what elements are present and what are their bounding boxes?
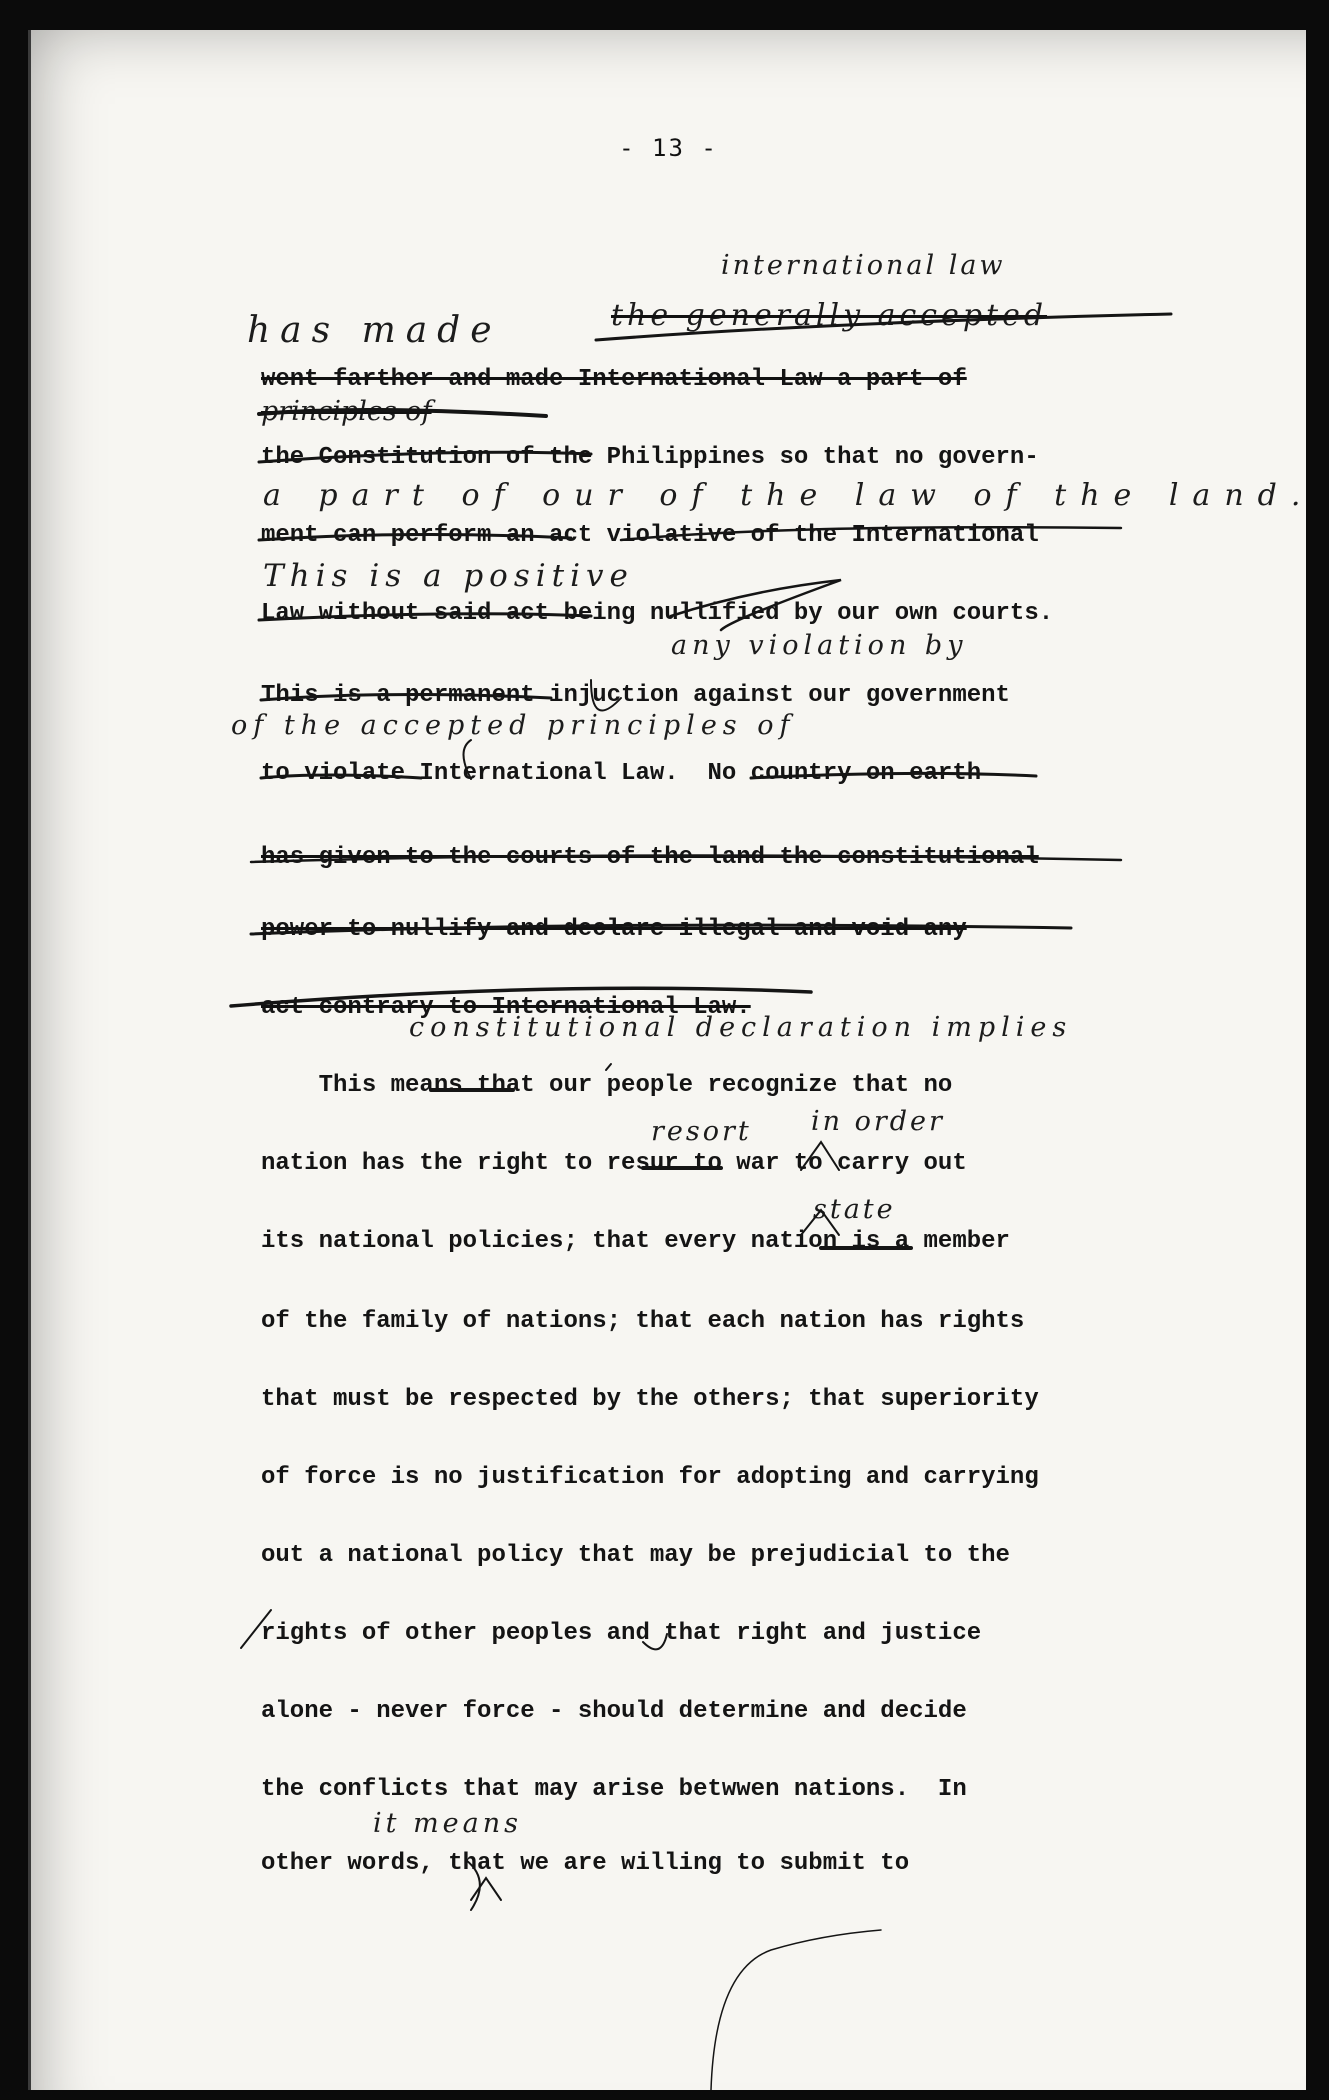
handwritten-has-made: has made (247, 310, 502, 351)
handwritten-in-order: in order (811, 1106, 945, 1137)
handwritten-this-is-a-positive: This is a positive (263, 558, 634, 594)
typed-line: of force is no justification for adopting and carrying (261, 1464, 1039, 1491)
handwritten-any-violation-by: any violation by (671, 630, 968, 661)
typed-line: This is a permanent injuction against our government (261, 682, 1010, 709)
document-page (28, 30, 1315, 2090)
typed-line: went farther and made International Law a part of (261, 366, 967, 393)
typed-line: nation has the right to resur to war to carry out (261, 1150, 967, 1177)
typed-line: to violate International Law. No country on earth (261, 760, 982, 787)
page-number: - 13 - (619, 134, 718, 162)
typed-line: the conflicts that may arise betwwen nations. In (261, 1776, 967, 1803)
typed-line: of the family of nations; that each nation has rights (261, 1308, 1025, 1335)
handwritten-international-law: international law (721, 250, 1006, 281)
handwritten-of-accepted-principles: of the accepted principles of (231, 710, 796, 741)
typed-line: other words, that we are willing to submit to (261, 1850, 910, 1877)
typed-line: ment can perform an act violative of the International (261, 522, 1039, 549)
typed-line: alone - never force - should determine and decide (261, 1698, 967, 1725)
handwritten-struck-generally-accepted: the generally accepted (611, 298, 1048, 333)
typed-line: out a national policy that may be prejudicial to the (261, 1542, 1010, 1569)
typed-line: that must be respected by the others; that superiority (261, 1386, 1039, 1413)
typed-line: has given to the courts of the land the constitutional (261, 844, 1039, 871)
handwritten-resort: resort (651, 1116, 752, 1147)
typed-line: act contrary to International Law. (261, 994, 751, 1021)
typed-line: its national policies; that every nation is a member (261, 1228, 1010, 1255)
handwritten-constitutional-declaration-implies: constitutional declaration implies (409, 1012, 1073, 1043)
handwritten-struck-principles-of: principles of (261, 396, 432, 427)
typed-line: rights of other peoples and that right and justice (261, 1620, 982, 1647)
handwritten-part-of-law-of-land: a part of our of the law of the land. (263, 478, 1315, 513)
typed-line: the Constitution of the Philippines so that no govern- (261, 444, 1039, 471)
typed-line: This means that our people recognize that no (261, 1072, 953, 1099)
handwritten-it-means: it means (373, 1808, 522, 1839)
handwritten-state: state (813, 1194, 896, 1225)
typed-line: power to nullify and declare illegal and void any (261, 916, 967, 943)
typed-line: Law without said act being nullified by our own courts. (261, 600, 1054, 627)
